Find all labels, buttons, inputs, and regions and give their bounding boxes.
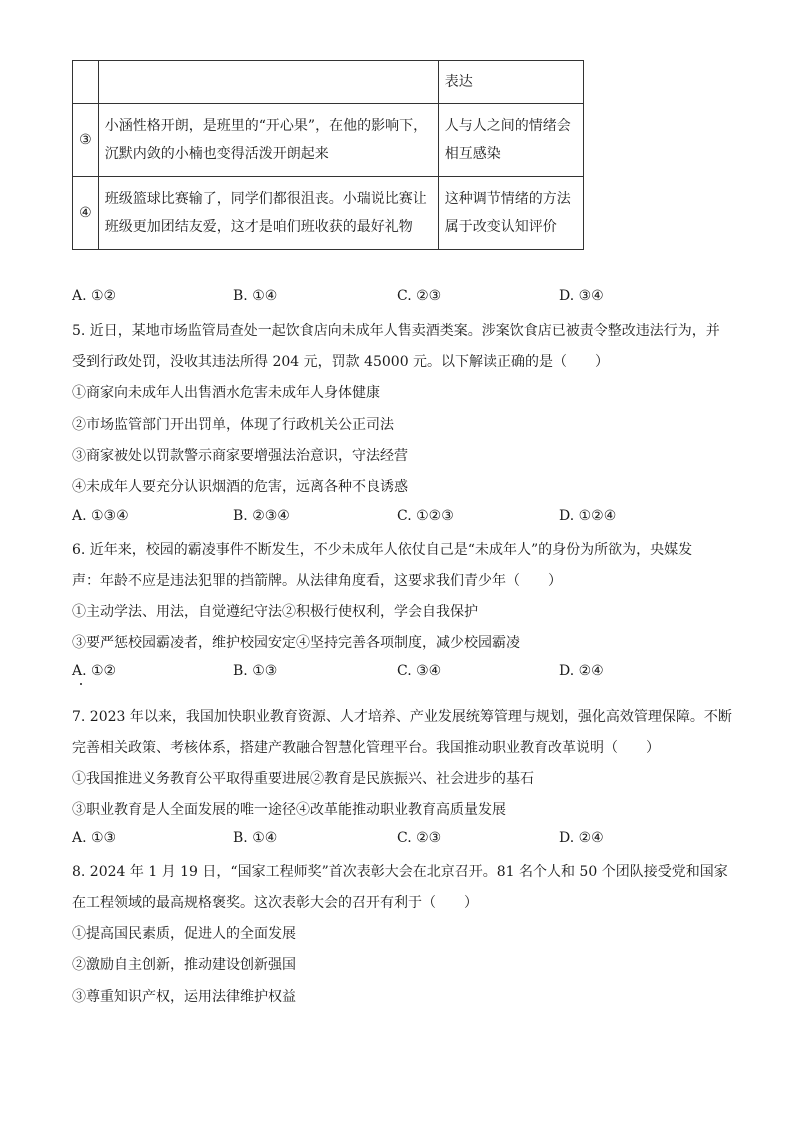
row-number: ④ xyxy=(73,177,99,250)
option-c[interactable]: C. ②③ xyxy=(397,830,442,846)
q5-stem-line-1: 5. 近日，某地市场监管局查处一起饮食店向未成年人售卖酒类案。涉案饮食店已被责令整改违法行为，并 xyxy=(72,323,720,339)
result-line: 属于改变认知评价 xyxy=(444,219,557,235)
q6-stem-line-2: 声：年龄不应是违法犯罪的挡箭牌。从法律角度看，这要求我们青少年（ ） xyxy=(72,573,562,589)
result-line: 相互感染 xyxy=(444,146,501,162)
option-b[interactable]: B. ②③④ xyxy=(233,508,290,524)
row-result xyxy=(438,104,583,177)
row-line: 班级篮球比赛输了，同学们都很沮丧。小瑞说比赛让 xyxy=(104,191,427,207)
table-row xyxy=(73,104,584,177)
option-d[interactable]: D. ③④ xyxy=(559,288,604,304)
row-result xyxy=(438,177,583,250)
option-b[interactable]: B. ①④ xyxy=(233,288,278,304)
option-a[interactable]: A. ①③ xyxy=(72,830,117,846)
option-d[interactable]: D. ②④ xyxy=(559,663,604,679)
q8-stem-line-2: 在工程领域的最高规格褒奖。这次表彰大会的召开有利于（ ） xyxy=(72,895,478,911)
result-line: 人与人之间的情绪会 xyxy=(444,118,571,134)
row-content xyxy=(98,177,438,250)
option-b[interactable]: B. ①③ xyxy=(233,663,278,679)
table-header-cell: 表达 xyxy=(438,61,583,104)
question-table xyxy=(72,60,584,250)
stray-mark xyxy=(80,683,82,685)
table-cell xyxy=(98,61,438,104)
option-d[interactable]: D. ①②④ xyxy=(559,508,617,524)
q4-options xyxy=(72,288,712,308)
option-d[interactable]: D. ②④ xyxy=(559,830,604,846)
option-a[interactable]: A. ①② xyxy=(72,288,117,304)
q5-options xyxy=(72,508,712,528)
row-line: 沉默内敛的小楠也变得活泼开朗起来 xyxy=(104,146,329,162)
q7-options xyxy=(72,830,712,850)
q6-item-2: ③要严惩校园霸凌者，维护校园安定④坚持完善各项制度，减少校园霸凌 xyxy=(72,635,520,651)
q5-item-2: ②市场监管部门开出罚单，体现了行政机关公正司法 xyxy=(72,417,394,433)
q8-item-2: ②激励自主创新，推动建设创新强国 xyxy=(72,957,296,973)
table-row xyxy=(73,177,584,250)
q5-item-4: ④未成年人要充分认识烟酒的危害，远离各种不良诱惑 xyxy=(72,479,408,495)
q7-item-2: ③职业教育是人全面发展的唯一途径④改革能推动职业教育高质量发展 xyxy=(72,802,506,818)
option-a[interactable]: A. ①③④ xyxy=(72,508,129,524)
row-number: ③ xyxy=(73,104,99,177)
row-content xyxy=(98,104,438,177)
q7-stem-line-2: 完善相关政策、考核体系，搭建产教融合智慧化管理平台。我国推动职业教育改革说明（ ） xyxy=(72,740,660,756)
table-row xyxy=(73,61,584,104)
row-line: 班级更加团结友爱，这才是咱们班收获的最好礼物 xyxy=(104,219,413,235)
option-b[interactable]: B. ①④ xyxy=(233,830,278,846)
q5-stem-line-2: 受到行政处罚，没收其违法所得 204 元，罚款 45000 元。以下解读正确的是（ ） xyxy=(72,354,610,370)
row-line: 小涵性格开朗，是班里的“开心果”，在他的影响下， xyxy=(104,118,428,134)
result-line: 这种调节情绪的方法 xyxy=(444,191,571,207)
q8-item-3: ③尊重知识产权，运用法律维护权益 xyxy=(72,989,296,1005)
q8-item-1: ①提高国民素质，促进人的全面发展 xyxy=(72,926,296,942)
q7-stem-line-1: 7. 2023 年以来，我国加快职业教育资源、人才培养、产业发展统筹管理与规划，强化高效管理保障。不断 xyxy=(72,709,732,725)
q6-item-1: ①主动学法、用法，自觉遵纪守法②积极行使权利，学会自我保护 xyxy=(72,604,478,620)
option-c[interactable]: C. ①②③ xyxy=(397,508,454,524)
q6-options xyxy=(72,663,712,683)
q6-stem-line-1: 6. 近年来，校园的霸凌事件不断发生，不少未成年人依仗自己是“未成年人”的身份为所欲为，央媒发 xyxy=(72,542,693,558)
option-a[interactable]: A. ①② xyxy=(72,663,117,679)
table-cell xyxy=(73,61,99,104)
q8-stem-line-1: 8. 2024 年 1 月 19 日，“国家工程师奖”首次表彰大会在北京召开。81 名个人和 50 个团队接受党和国家 xyxy=(72,864,728,880)
option-c[interactable]: C. ②③ xyxy=(397,288,442,304)
option-c[interactable]: C. ③④ xyxy=(397,663,442,679)
q5-item-3: ③商家被处以罚款警示商家要增强法治意识，守法经营 xyxy=(72,448,408,464)
q5-item-1: ①商家向未成年人出售酒水危害未成年人身体健康 xyxy=(72,385,380,401)
q7-item-1: ①我国推进义务教育公平取得重要进展②教育是民族振兴、社会进步的基石 xyxy=(72,771,534,787)
